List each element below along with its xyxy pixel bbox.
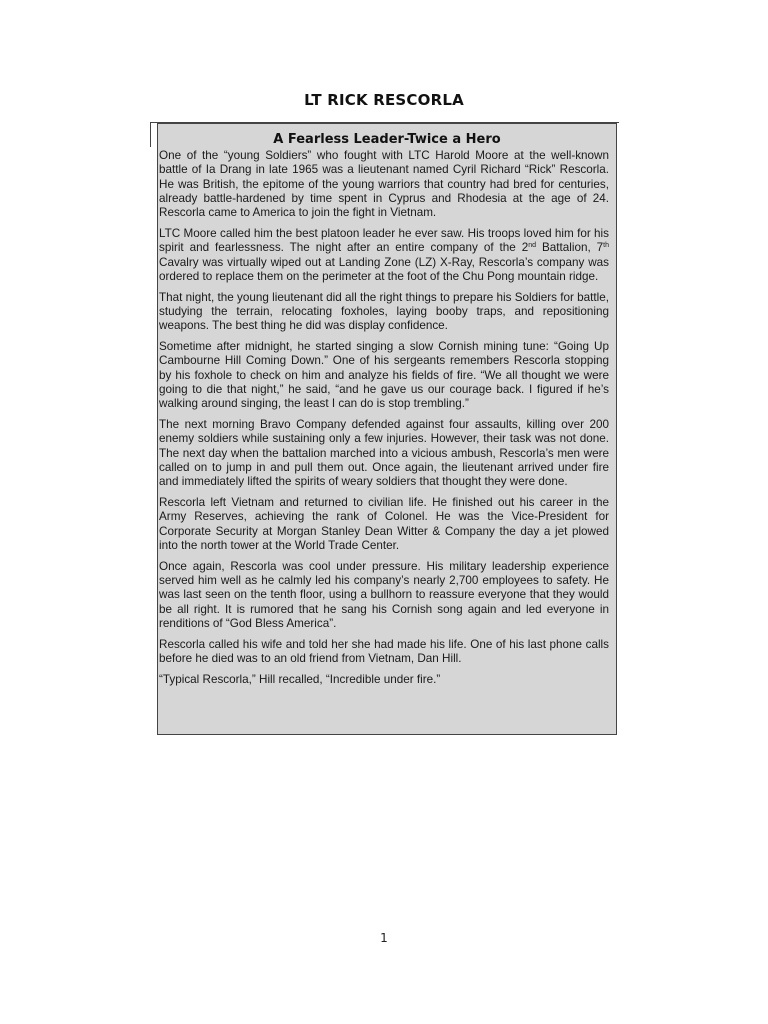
paragraph-1: One of the “young Soldiers” who fought with LTC Harold Moore at the well-known battle of Ia Drang in late 1965 was a lieutenant named Cyril Richard “Rick” Rescorla. He was British, the epitome of the young warriors that country had bred for centuries, already battle-hardened by time spent in Cyprus and Rhodesia at the age of 24. Rescorla came to America to join the fight in Vietnam. bbox=[159, 149, 609, 220]
paragraph-3: That night, the young lieutenant did all the right things to prepare his Soldiers for battle, studying the terrain, relocating foxholes, laying booby traps, and repositioning weapons. The best thing he did was display confidence. bbox=[159, 290, 609, 333]
paragraph-2-part-c: Cavalry was virtually wiped out at Landing Zone (LZ) X-Ray, Rescorla’s company was ordered to replace them on the perimeter at the foot of the Chu Pong mountain ridge. bbox=[159, 255, 609, 283]
paragraph-6: Rescorla left Vietnam and returned to civilian life. He finished out his career in the Army Reserves, achieving the rank of Colonel. He was the Vice-President for Corporate Security at Morgan Stanley Dean Witter & Company the day a jet plowed into the north tower at the World Trade Center. bbox=[159, 496, 609, 552]
paragraph-9: “Typical Rescorla,” Hill recalled, “Incredible under fire.” bbox=[159, 672, 441, 686]
story-heading: A Fearless Leader-Twice a Hero bbox=[273, 132, 501, 147]
ordinal-suffix-nd: nd bbox=[528, 242, 537, 250]
paragraph-2-part-a: LTC Moore called him the best platoon leader he ever saw. His troops loved him for his spirit and fearlessness. The night after an entire company of the 2 bbox=[159, 226, 609, 255]
ordinal-suffix-th: th bbox=[603, 242, 609, 250]
paragraph-2 bbox=[159, 227, 609, 284]
box-left-rule bbox=[150, 122, 151, 147]
page-number: 1 bbox=[380, 931, 388, 945]
paragraph-8: Rescorla called his wife and told her she had made his life. One of his last phone calls before he died was to an old friend from Vietnam, Dan Hill. bbox=[159, 637, 609, 665]
paragraph-5: The next morning Bravo Company defended against four assaults, killing over 200 enemy soldiers while sustaining only a few injuries. However, their task was not done. The next day when the battalion marched into a vicious ambush, Rescorla’s men were called on to jump in and pull them out. Once again, the lieutenant arrived under fire and immediately lifted the spirits of weary soldiers that thought they were done. bbox=[159, 418, 609, 489]
paragraph-2-part-b: Battalion, 7 bbox=[536, 241, 604, 255]
paragraph-4: Sometime after midnight, he started singing a slow Cornish mining tune: “Going Up Cambourne Hill Coming Down.” One of his sergeants remembers Rescorla stopping by his foxhole to check on him and analyze his fields of fire. “We all thought we were going to die that night,” he said, “and he gave us our courage back. I figured if he’s walking around singing, the least I can do is stop trembling.” bbox=[159, 340, 609, 411]
paragraph-7: Once again, Rescorla was cool under pressure. His military leadership experience served him well as he calmly led his company’s nearly 2,700 employees to safety. He was last seen on the tenth floor, using a bullhorn to reassure everyone that they would be all right. It is rumored that he sang his Cornish song again and led everyone in renditions of “God Bless America”. bbox=[159, 559, 609, 630]
story-body bbox=[158, 148, 616, 687]
page-title: LT RICK RESCORLA bbox=[304, 91, 464, 109]
story-sidebar-box bbox=[157, 123, 617, 735]
